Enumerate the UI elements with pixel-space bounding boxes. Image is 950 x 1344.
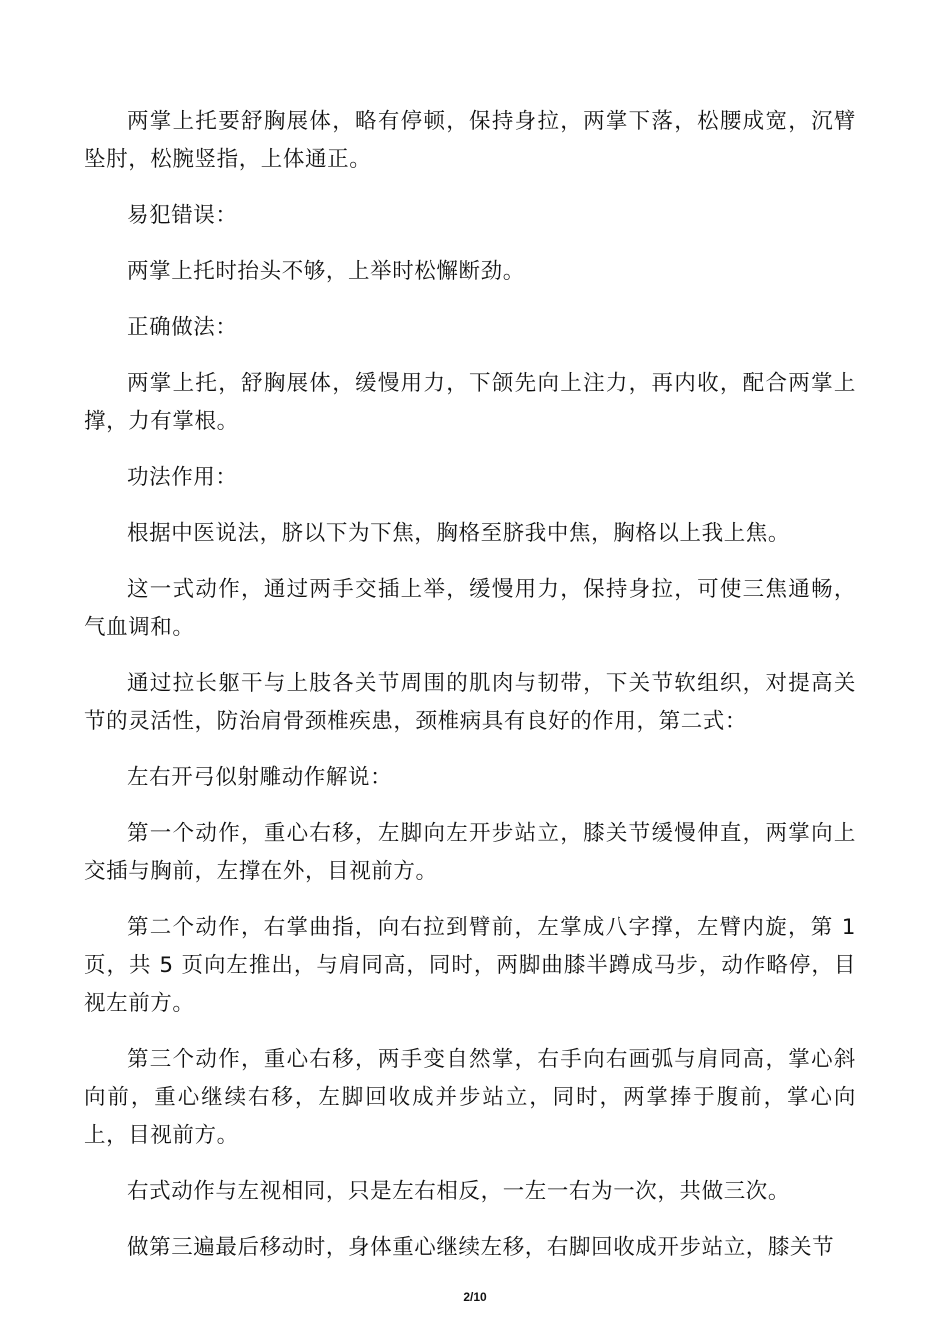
section-heading: 功法作用： <box>127 465 238 490</box>
paragraph: 两掌上托，舒胸展体，缓慢用力，下颌先向上注力，再内收，配合两掌上撑，力有掌根。 <box>84 371 856 434</box>
section-heading: 易犯错误： <box>127 203 238 228</box>
paragraph: 两掌上托要舒胸展体，略有停顿，保持身拉，两掌下落，松腰成宽，沉臂坠肘，松腕竖指，上体通正。 <box>84 109 856 172</box>
section-heading: 左右开弓似射雕动作解说： <box>127 765 393 790</box>
page-number: 2/10 <box>463 1290 487 1304</box>
paragraph: 通过拉长躯干与上肢各关节周围的肌肉与韧带，下关节软组织，对提高关节的灵活性，防治肩骨颈椎疾患，颈椎病具有良好的作用，第二式： <box>84 671 856 734</box>
paragraph: 根据中医说法，脐以下为下焦，胸格至脐我中焦，胸格以上我上焦。 <box>127 521 791 546</box>
paragraph: 两掌上托时抬头不够，上举时松懈断劲。 <box>127 259 525 284</box>
paragraph: 第一个动作，重心右移，左脚向左开步站立，膝关节缓慢伸直，两掌向上交插与胸前，左撑在外，目视前方。 <box>84 821 856 884</box>
paragraph: 第三个动作，重心右移，两手变自然掌，右手向右画弧与肩同高，掌心斜向前，重心继续右移，左脚回收成并步站立，同时，两掌捧于腹前，掌心向上，目视前方。 <box>84 1047 856 1148</box>
document-body <box>84 103 856 1285</box>
paragraph: 第二个动作，右掌曲指，向右拉到臂前，左掌成八字撑，左臂内旋，第 1 页，共 5 页向左推出，与肩同高，同时，两脚曲膝半蹲成马步，动作略停，目视左前方。 <box>84 915 856 1016</box>
paragraph: 做第三遍最后移动时，身体重心继续左移，右脚回收成开步站立，膝关节 <box>127 1235 835 1260</box>
paragraph: 这一式动作，通过两手交插上举，缓慢用力，保持身拉，可使三焦通畅，气血调和。 <box>84 577 856 640</box>
section-heading: 正确做法： <box>127 315 238 340</box>
paragraph: 右式动作与左视相同，只是左右相反，一左一右为一次，共做三次。 <box>127 1179 791 1204</box>
